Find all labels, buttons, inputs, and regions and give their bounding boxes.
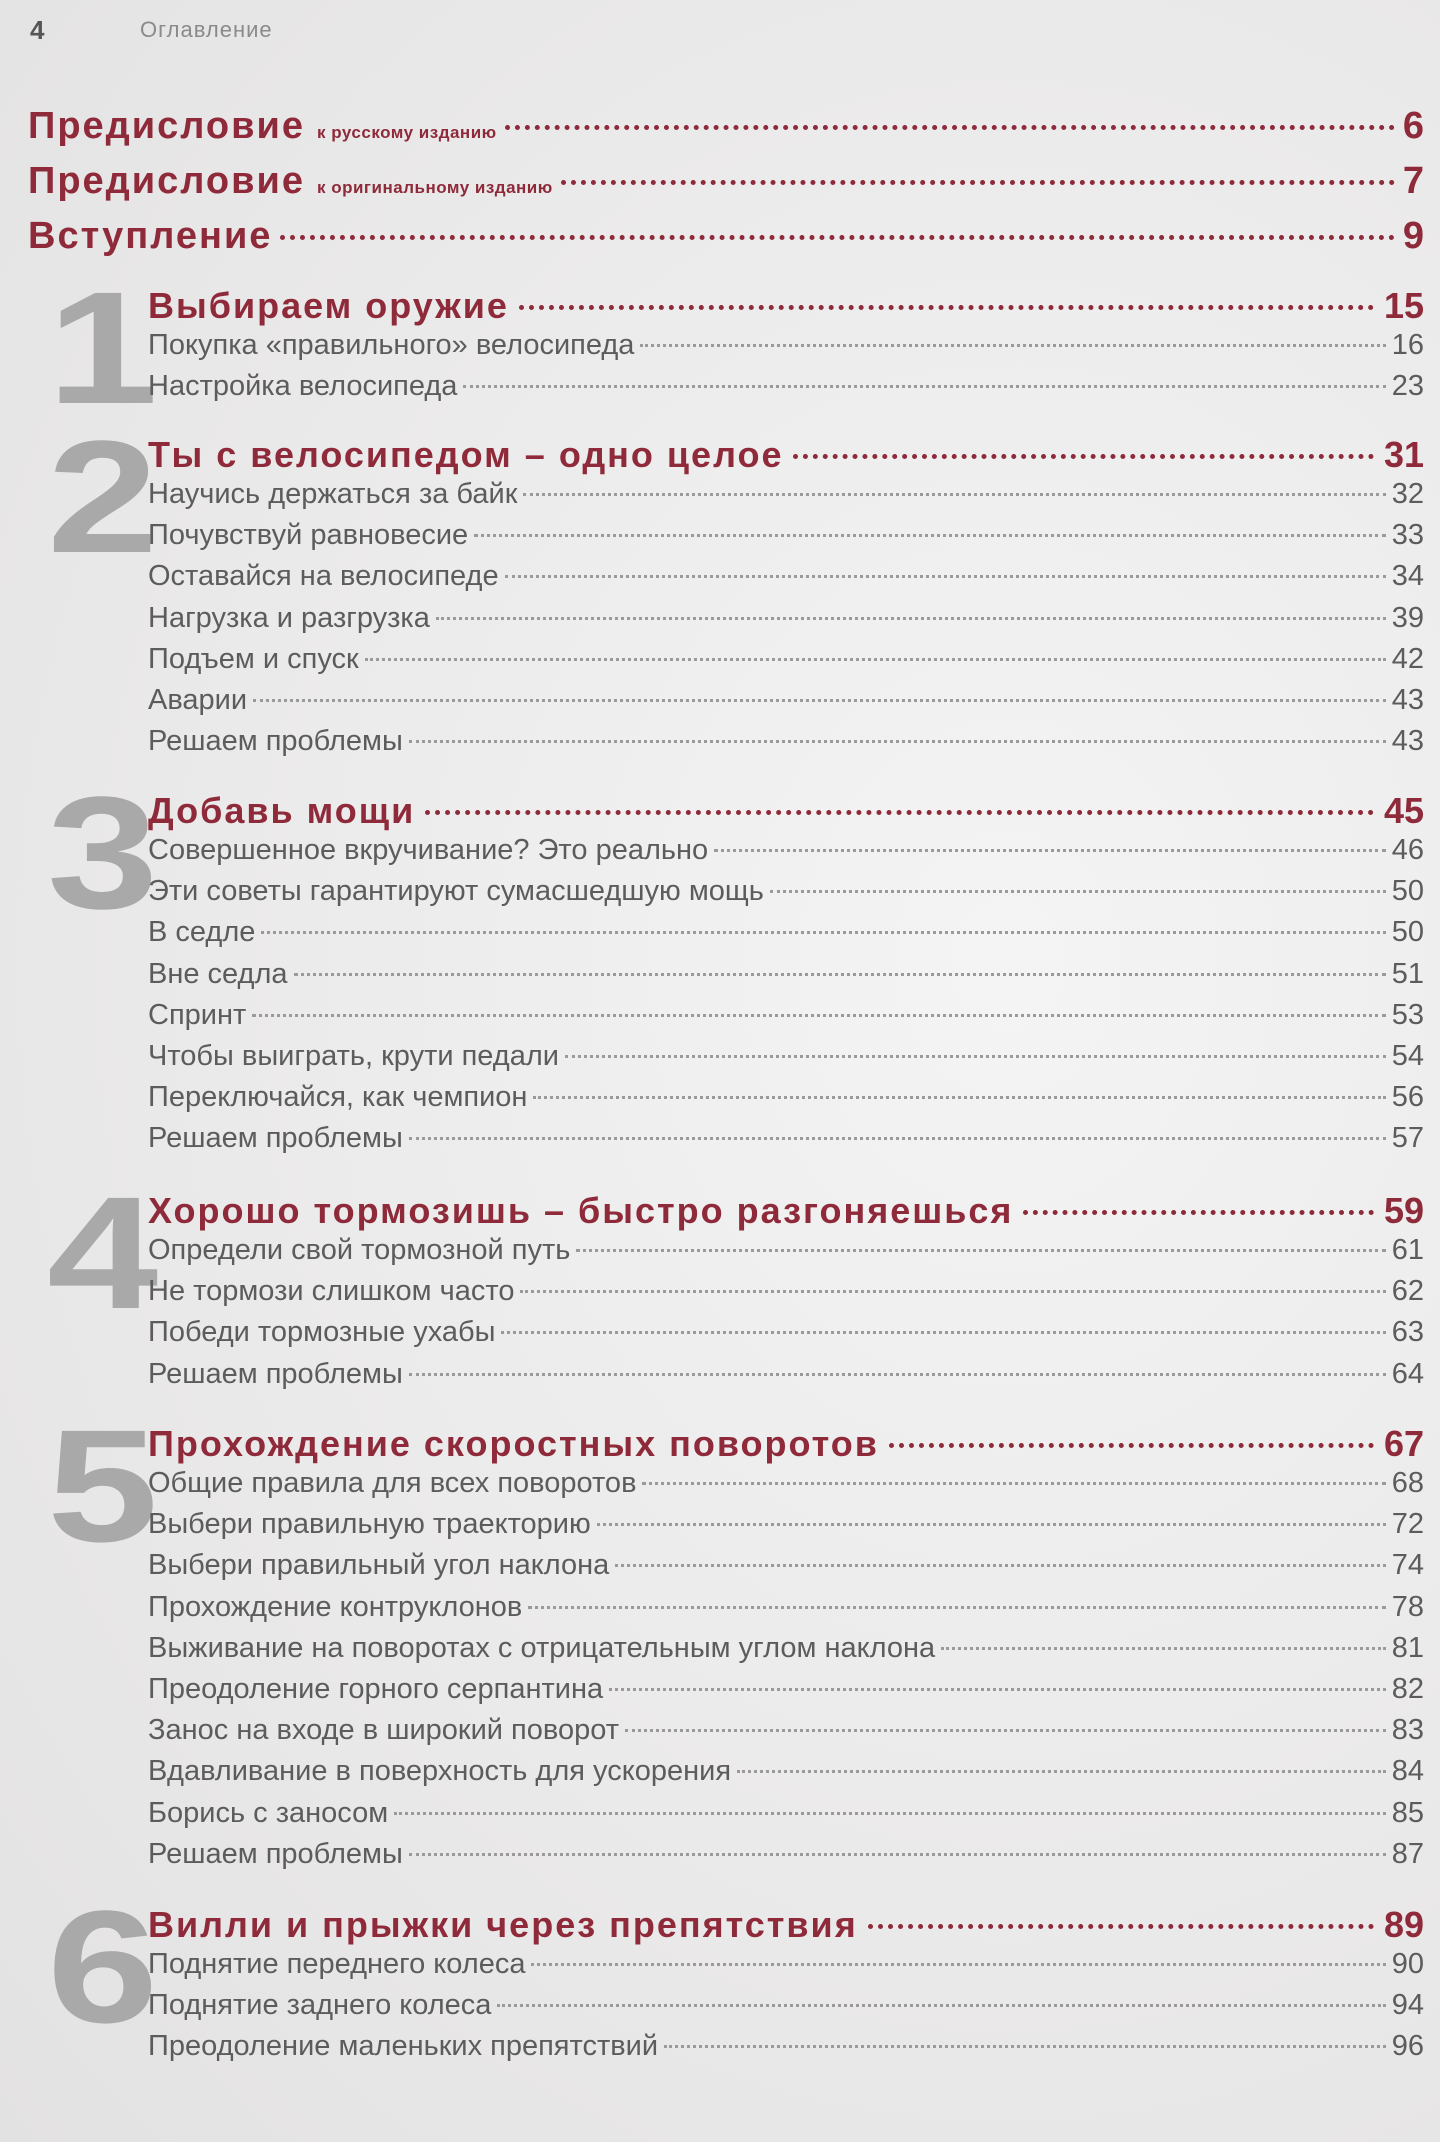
- toc-entry[interactable]: [148, 1316, 1424, 1357]
- dot-leader: [463, 385, 1385, 388]
- chapter-content: [148, 285, 1424, 411]
- entry-label: Занос на входе в широкий поворот: [148, 1714, 619, 1747]
- entry-label: Аварии: [148, 683, 248, 716]
- dot-leader: [409, 1373, 1386, 1376]
- chapter-heading[interactable]: [148, 790, 1424, 834]
- entry-page-number: 63: [1391, 1316, 1424, 1349]
- toc-entry[interactable]: [148, 999, 1424, 1040]
- chapter-heading[interactable]: [148, 434, 1424, 478]
- chapter-page-number: 89: [1383, 1904, 1424, 1945]
- entry-page-number: 84: [1391, 1755, 1424, 1788]
- entry-page-number: 33: [1391, 519, 1424, 552]
- entry-page-number: 83: [1391, 1714, 1424, 1747]
- entry-page-number: 9: [1402, 215, 1424, 257]
- entry-label: Прохождение контруклонов: [148, 1590, 523, 1623]
- entry-page-number: 62: [1391, 1275, 1424, 1308]
- dot-leader: [561, 180, 1395, 185]
- entry-page-number: 56: [1391, 1081, 1424, 1114]
- entry-label: В седле: [148, 916, 256, 949]
- entry-label: Решаем проблемы: [148, 1357, 403, 1390]
- chapter-title: Добавь мощи: [148, 790, 416, 831]
- dot-leader: [294, 973, 1386, 976]
- dot-leader: [889, 1443, 1374, 1448]
- toc-entry-introduction[interactable]: [28, 215, 1424, 270]
- entry-label: Нагрузка и разгрузка: [148, 601, 430, 634]
- entry-page-number: 43: [1391, 683, 1424, 716]
- dot-leader: [615, 1564, 1385, 1567]
- dot-leader: [528, 1606, 1385, 1609]
- dot-leader: [737, 1770, 1386, 1773]
- entry-page-number: 96: [1391, 2030, 1424, 2063]
- chapter-heading[interactable]: [148, 285, 1424, 329]
- entry-page-number: 50: [1391, 875, 1424, 908]
- entry-page-number: 57: [1391, 1122, 1424, 1155]
- entry-subtitle: к оригинальному изданию: [316, 178, 553, 197]
- toc-entry[interactable]: [148, 602, 1424, 643]
- chapter-page-number: 67: [1383, 1423, 1424, 1464]
- toc-entry[interactable]: [148, 958, 1424, 999]
- toc-entry-preface-russian[interactable]: [28, 105, 1424, 160]
- dot-leader: [409, 1137, 1386, 1140]
- chapter-content: [148, 1423, 1424, 1879]
- dot-leader: [941, 1647, 1386, 1650]
- dot-leader: [770, 890, 1386, 893]
- chapter-number: 4: [47, 1162, 154, 1342]
- entry-page-number: 51: [1391, 957, 1424, 990]
- entry-label: Спринт: [148, 998, 247, 1031]
- toc-entry[interactable]: [148, 916, 1424, 957]
- dot-leader: [501, 1331, 1385, 1334]
- entry-page-number: 72: [1391, 1508, 1424, 1541]
- dot-leader: [520, 1290, 1385, 1293]
- entry-page-number: 87: [1391, 1837, 1424, 1870]
- dot-leader: [625, 1729, 1386, 1732]
- entry-label: Научись держаться за байк: [148, 478, 518, 510]
- entry-page-number: 6: [1402, 105, 1424, 147]
- front-matter-list: [28, 105, 1424, 270]
- toc-entry[interactable]: [148, 1838, 1424, 1879]
- entry-label: Вдавливание в поверхность для ускорения: [148, 1755, 732, 1788]
- entry-page-number: 82: [1391, 1672, 1424, 1705]
- entry-title: Предисловие: [28, 105, 305, 147]
- dot-leader: [253, 699, 1386, 702]
- dot-leader: [436, 617, 1386, 620]
- chapter-number: 6: [47, 1876, 154, 2056]
- entry-label: Вне седла: [148, 957, 288, 990]
- entry-page-number: 43: [1391, 725, 1424, 758]
- toc-entry[interactable]: [148, 560, 1424, 601]
- chapter-title: Выбираем оружие: [148, 285, 509, 326]
- entry-page-number: 50: [1391, 916, 1424, 949]
- entry-label: Подъем и спуск: [148, 642, 359, 675]
- entry-page-number: 68: [1391, 1467, 1424, 1499]
- entry-label: Борись с заносом: [148, 1796, 389, 1829]
- entry-page-number: 46: [1391, 834, 1424, 866]
- chapter-title: Ты с велосипедом – одно целое: [148, 434, 784, 475]
- dot-leader: [409, 740, 1386, 743]
- entry-page-number: 23: [1391, 370, 1424, 403]
- toc-entry[interactable]: [148, 329, 1424, 370]
- entry-label: Переключайся, как чемпион: [148, 1081, 528, 1114]
- entry-label: Почувствуй равновесие: [148, 519, 469, 552]
- chapter-content: [148, 434, 1424, 766]
- chapter-number: 3: [47, 762, 154, 942]
- dot-leader: [497, 2004, 1385, 2007]
- entry-label: Решаем проблемы: [148, 1837, 403, 1870]
- chapter-page-number: 59: [1383, 1190, 1424, 1231]
- entry-page-number: 81: [1391, 1631, 1424, 1664]
- entry-label: Решаем проблемы: [148, 1122, 403, 1155]
- dot-leader: [576, 1249, 1385, 1252]
- entry-title: Вступление: [28, 215, 273, 257]
- entry-page-number: 34: [1391, 560, 1424, 593]
- entry-label: Преодоление горного серпантина: [148, 1672, 604, 1705]
- dot-leader: [609, 1688, 1386, 1691]
- entry-page-number: 7: [1402, 160, 1424, 202]
- running-title: Оглавление: [140, 17, 273, 42]
- entry-page-number: 16: [1391, 329, 1424, 361]
- entry-subtitle: к русскому изданию: [316, 123, 497, 142]
- toc-entry[interactable]: [148, 1275, 1424, 1316]
- entry-label: Победи тормозные ухабы: [148, 1316, 496, 1349]
- entry-label: Не тормози слишком часто: [148, 1275, 515, 1308]
- toc-entry[interactable]: [148, 834, 1424, 875]
- toc-entry[interactable]: [148, 519, 1424, 560]
- entry-label: Решаем проблемы: [148, 725, 403, 758]
- dot-leader: [425, 810, 1374, 815]
- chapter-heading[interactable]: [148, 1423, 1424, 1467]
- entry-label: Чтобы выиграть, крути педали: [148, 1039, 559, 1072]
- entry-page-number: 74: [1391, 1549, 1424, 1582]
- toc-entry[interactable]: [148, 1755, 1424, 1796]
- dot-leader: [523, 493, 1385, 496]
- entry-label: Выбери правильный угол наклона: [148, 1549, 610, 1582]
- chapter-heading[interactable]: [148, 1904, 1424, 1948]
- toc-entry[interactable]: [148, 2030, 1424, 2071]
- toc-entry[interactable]: [148, 1632, 1424, 1673]
- toc-entry[interactable]: [148, 370, 1424, 411]
- toc-entry[interactable]: [148, 1467, 1424, 1508]
- dot-leader: [664, 2045, 1386, 2048]
- dot-leader: [531, 1963, 1385, 1966]
- toc-entry[interactable]: [148, 1714, 1424, 1755]
- dot-leader: [394, 1812, 1386, 1815]
- entry-page-number: 78: [1391, 1590, 1424, 1623]
- entry-label: Оставайся на велосипеде: [148, 560, 499, 593]
- entry-page-number: 53: [1391, 998, 1424, 1031]
- dot-leader: [519, 305, 1374, 310]
- page-header: [30, 10, 273, 50]
- chapter-title: Хорошо тормозишь – быстро разгоняешься: [148, 1190, 1014, 1231]
- page-number: 4: [30, 14, 45, 45]
- entry-title: Предисловие: [28, 160, 305, 202]
- chapter-content: [148, 1190, 1424, 1399]
- dot-leader: [597, 1523, 1386, 1526]
- entry-page-number: 85: [1391, 1796, 1424, 1829]
- toc-entry-preface-original[interactable]: [28, 160, 1424, 215]
- entry-label: Выживание на поворотах с отрицательным углом наклона: [148, 1631, 936, 1664]
- entry-label: Покупка «правильного» велосипеда: [148, 329, 635, 361]
- entry-page-number: 94: [1391, 1989, 1424, 2022]
- entry-page-number: 90: [1391, 1948, 1424, 1980]
- toc-entry[interactable]: [148, 684, 1424, 725]
- toc-entry[interactable]: [148, 1673, 1424, 1714]
- entry-label: Преодоление маленьких препятствий: [148, 2030, 659, 2063]
- chapter-heading[interactable]: [148, 1190, 1424, 1234]
- chapter-content: [148, 1904, 1424, 2072]
- dot-leader: [640, 344, 1385, 347]
- chapter-title: Вилли и прыжки через препятствия: [148, 1904, 858, 1945]
- toc-entry[interactable]: [148, 1948, 1424, 1989]
- entry-page-number: 64: [1391, 1357, 1424, 1390]
- entry-page-number: 61: [1391, 1234, 1424, 1266]
- chapter-number: 2: [47, 406, 154, 586]
- chapter-page-number: 31: [1383, 434, 1424, 475]
- toc-entry[interactable]: [148, 1508, 1424, 1549]
- dot-leader: [714, 849, 1386, 852]
- dot-leader: [1023, 1210, 1374, 1215]
- dot-leader: [261, 931, 1385, 934]
- entry-page-number: 39: [1391, 601, 1424, 634]
- chapter-title: Прохождение скоростных поворотов: [148, 1423, 879, 1464]
- entry-label: Поднятие переднего колеса: [148, 1948, 526, 1980]
- toc-entry[interactable]: [148, 875, 1424, 916]
- dot-leader: [565, 1055, 1386, 1058]
- toc-entry[interactable]: [148, 643, 1424, 684]
- dot-leader: [365, 658, 1386, 661]
- toc-entry[interactable]: [148, 1234, 1424, 1275]
- entry-page-number: 42: [1391, 642, 1424, 675]
- dot-leader: [409, 1853, 1386, 1856]
- entry-page-number: 54: [1391, 1039, 1424, 1072]
- toc-entry[interactable]: [148, 1549, 1424, 1590]
- toc-entry[interactable]: [148, 1591, 1424, 1632]
- toc-entry[interactable]: [148, 1989, 1424, 2030]
- dot-leader: [868, 1924, 1374, 1929]
- dot-leader: [533, 1096, 1385, 1099]
- entry-page-number: 32: [1391, 478, 1424, 510]
- dot-leader: [280, 235, 1394, 240]
- chapter-number: 1: [47, 257, 154, 437]
- toc-entry[interactable]: [148, 1122, 1424, 1163]
- toc-entry[interactable]: [148, 1358, 1424, 1399]
- dot-leader: [642, 1482, 1385, 1485]
- dot-leader: [252, 1014, 1385, 1017]
- entry-label: Общие правила для всех поворотов: [148, 1467, 637, 1499]
- dot-leader: [474, 534, 1386, 537]
- entry-label: Эти советы гарантируют сумасшедшую мощь: [148, 875, 764, 908]
- toc-entry[interactable]: [148, 1040, 1424, 1081]
- dot-leader: [793, 454, 1373, 459]
- toc-entry[interactable]: [148, 478, 1424, 519]
- chapter-page-number: 15: [1383, 285, 1424, 326]
- entry-label: Определи свой тормозной путь: [148, 1234, 571, 1266]
- chapter-number: 5: [47, 1395, 154, 1575]
- toc-entry[interactable]: [148, 1797, 1424, 1838]
- toc-entry[interactable]: [148, 725, 1424, 766]
- entry-label: Настройка велосипеда: [148, 370, 458, 403]
- toc-entry[interactable]: [148, 1081, 1424, 1122]
- dot-leader: [505, 575, 1386, 578]
- entry-label: Выбери правильную траекторию: [148, 1508, 591, 1541]
- dot-leader: [505, 125, 1395, 130]
- chapter-content: [148, 790, 1424, 1164]
- chapter-page-number: 45: [1383, 790, 1424, 831]
- entry-label: Поднятие заднего колеса: [148, 1989, 492, 2022]
- entry-label: Совершенное вкручивание? Это реально: [148, 834, 709, 866]
